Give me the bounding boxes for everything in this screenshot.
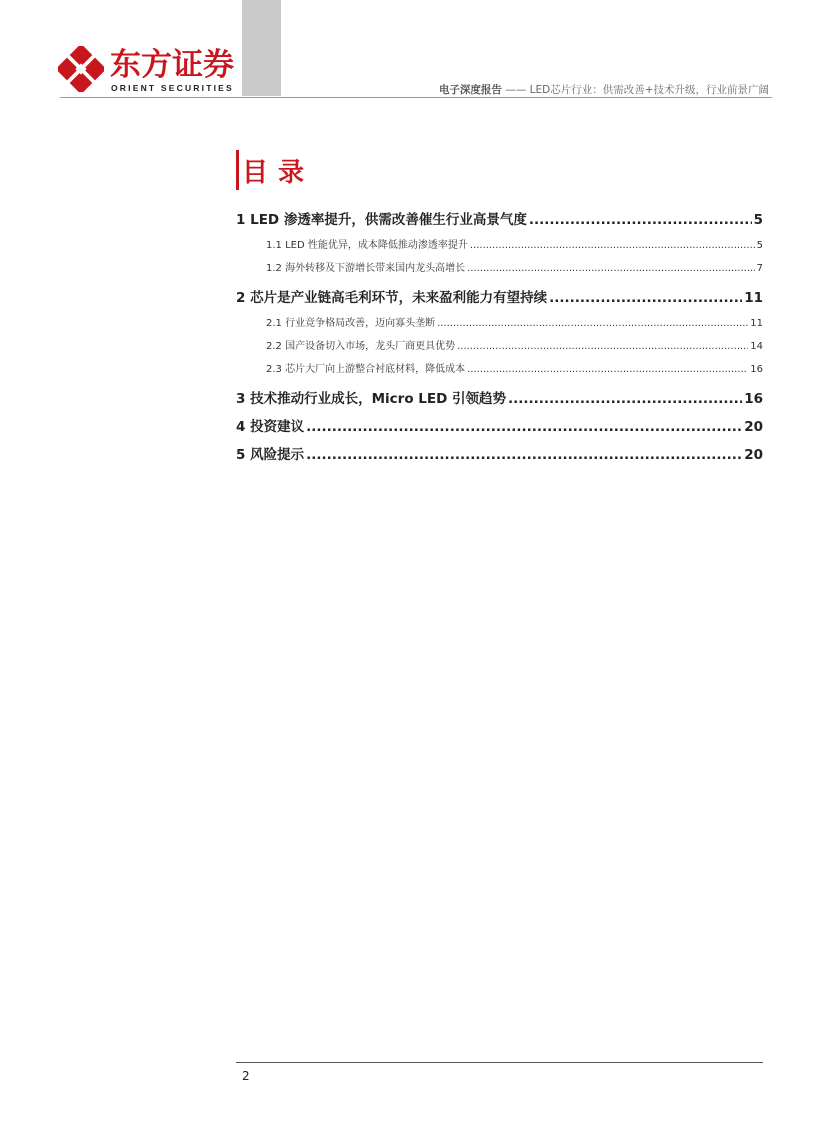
toc-entry-page: 14 — [750, 341, 763, 352]
toc-title-accent-bar — [236, 150, 239, 190]
toc-entry-page: 16 — [750, 364, 763, 375]
footer-divider — [236, 1062, 763, 1063]
toc-subentry[interactable] — [236, 312, 763, 335]
toc-entry-label: 1 LED 渗透率提升，供需改善催生行业高景气度 — [236, 212, 527, 228]
report-header — [439, 82, 769, 97]
logo-english-name: ORIENT SECURITIES — [111, 83, 234, 93]
toc-entry-page: 11 — [744, 290, 763, 306]
toc-leader-dots — [549, 284, 742, 312]
toc-leader-dots — [306, 441, 742, 469]
toc-leader-dots — [306, 413, 742, 441]
toc-entry-label: 3 技术推动行业成长，Micro LED 引领趋势 — [236, 391, 507, 407]
table-of-contents — [236, 206, 763, 469]
toc-leader-dots — [457, 335, 748, 358]
toc-entry-label: 2 芯片是产业链高毛利环节，未来盈利能力有望持续 — [236, 290, 548, 306]
orient-logo-icon — [58, 46, 104, 92]
header-divider — [60, 97, 772, 98]
toc-entry[interactable] — [236, 206, 763, 234]
toc-leader-dots — [470, 234, 755, 257]
toc-entry-label: 2.1 行业竞争格局改善，迈向寡头垄断 — [266, 318, 436, 329]
toc-entry[interactable] — [236, 413, 763, 441]
toc-subentry[interactable] — [236, 335, 763, 358]
toc-entry[interactable] — [236, 284, 763, 312]
toc-entry-label: 2.3 芯片大厂向上游整合衬底材料，降低成本 — [266, 364, 466, 375]
toc-entry-page: 20 — [744, 447, 763, 463]
toc-entry-label: 4 投资建议 — [236, 419, 305, 435]
toc-leader-dots — [437, 312, 748, 335]
toc-title: 目录 — [242, 158, 315, 188]
toc-entry[interactable] — [236, 441, 763, 469]
toc-entry-page: 11 — [750, 318, 763, 329]
toc-leader-dots — [508, 385, 742, 413]
report-type: 电子深度报告 — [438, 84, 502, 96]
toc-subentry[interactable] — [236, 257, 763, 280]
header-separator: —— — [505, 84, 527, 96]
header-gray-tab — [242, 0, 281, 96]
toc-entry-page: 7 — [756, 263, 763, 274]
toc-entry-page: 5 — [756, 240, 763, 251]
toc-subentry[interactable] — [236, 358, 763, 381]
toc-entry-page: 16 — [744, 391, 763, 407]
toc-subentry[interactable] — [236, 234, 763, 257]
toc-entry[interactable] — [236, 385, 763, 413]
toc-leader-dots — [467, 257, 755, 280]
toc-entry-page: 20 — [744, 419, 763, 435]
company-logo — [58, 46, 234, 96]
toc-entry-label: 5 风险提示 — [236, 447, 305, 463]
logo-chinese-name: 东方证券 — [110, 47, 234, 83]
toc-entry-page: 5 — [753, 212, 763, 228]
toc-entry-label: 1.1 LED 性能优异，成本降低推动渗透率提升 — [266, 240, 468, 251]
toc-leader-dots — [529, 206, 752, 234]
toc-entry-label: 2.2 国产设备切入市场，龙头厂商更具优势 — [266, 341, 456, 352]
toc-entry-label: 1.2 海外转移及下游增长带来国内龙头高增长 — [266, 263, 466, 274]
page-number: 2 — [242, 1069, 250, 1083]
toc-leader-dots — [467, 358, 748, 381]
report-title: LED芯片行业：供需改善+技术升级，行业前景广阔 — [529, 84, 769, 96]
